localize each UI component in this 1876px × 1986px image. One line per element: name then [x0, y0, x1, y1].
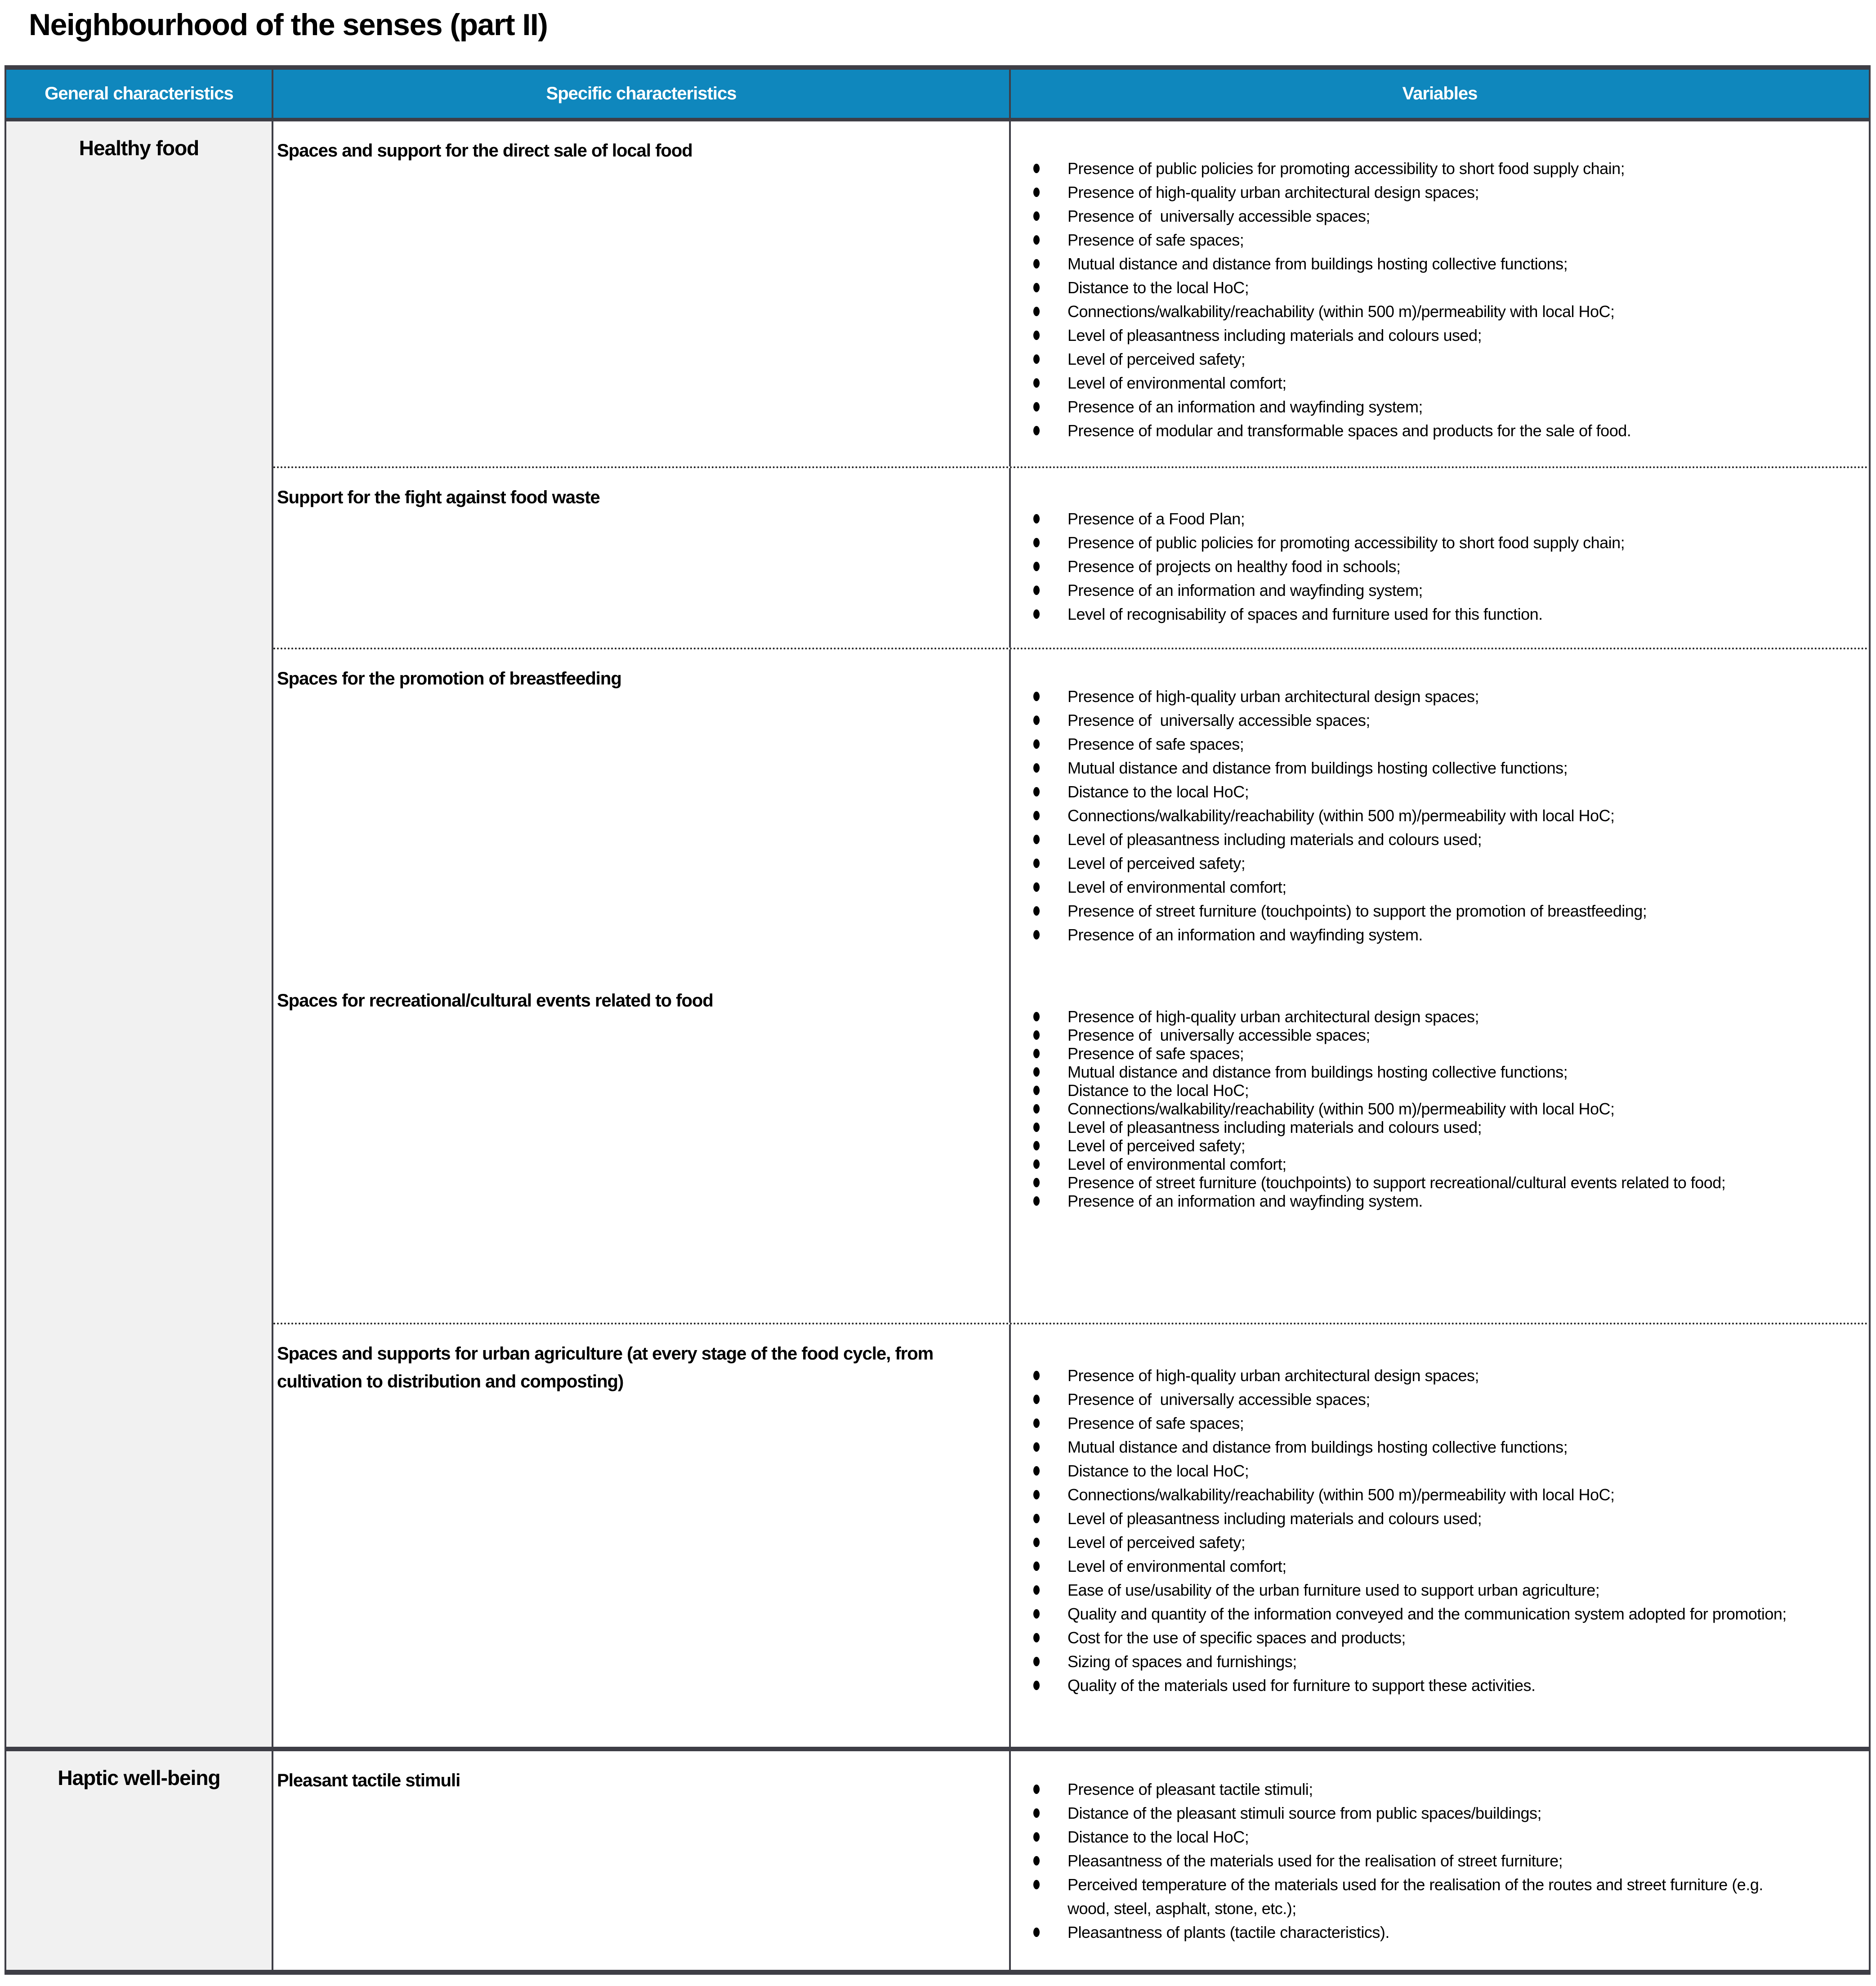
- variable-item: [1011, 899, 1800, 923]
- specific-characteristic-heading: Support for the fight against food waste: [277, 488, 600, 507]
- variable-item: [1011, 371, 1800, 395]
- variable-item: [1011, 923, 1800, 947]
- table-body: [6, 121, 1869, 1970]
- variable-text: Level of environmental comfort;: [1068, 878, 1286, 896]
- variable-item: [1011, 1435, 1800, 1459]
- variable-item: [1011, 875, 1800, 899]
- variables-cell: [1011, 468, 1869, 648]
- specific-characteristic-cell: [273, 468, 1011, 648]
- specific-characteristic-heading: Spaces for recreational/cultural events related to food: [277, 991, 713, 1011]
- bullet-icon: [1033, 1538, 1040, 1547]
- bullet-icon: [1033, 859, 1040, 868]
- variable-text: Quality and quantity of the information conveyed and the communication system adopted for promotion;: [1068, 1605, 1787, 1623]
- variable-text: Level of pleasantness including materials and colours used;: [1068, 326, 1482, 344]
- column-header-variables: Variables: [1402, 84, 1478, 103]
- variable-item: [1011, 395, 1800, 419]
- variable-item: [1011, 732, 1800, 756]
- specific-characteristic-heading: Spaces for the promotion of breastfeeding: [277, 669, 621, 689]
- variable-item: [1011, 828, 1800, 851]
- specific-characteristic-heading: Spaces and support for the direct sale of local food: [277, 141, 692, 161]
- specific-characteristic-cell: [273, 1751, 1011, 1970]
- variable-item: [1011, 684, 1800, 708]
- variable-text: Level of environmental comfort;: [1068, 1557, 1286, 1575]
- bullet-icon: [1033, 1633, 1040, 1642]
- variable-item: [1011, 531, 1800, 555]
- variable-text: Level of recognisability of spaces and furniture used for this function.: [1068, 605, 1543, 623]
- bullet-icon: [1033, 1123, 1040, 1132]
- general-characteristic-group: [6, 1751, 1869, 1970]
- variable-text: Level of perceived safety;: [1068, 854, 1246, 872]
- bullet-icon: [1033, 811, 1040, 820]
- variable-text: Presence of high-quality urban architectural design spaces;: [1068, 1366, 1479, 1385]
- bullet-icon: [1033, 1159, 1040, 1169]
- variable-text: Sizing of spaces and furnishings;: [1068, 1652, 1297, 1671]
- variable-item: [1011, 804, 1800, 828]
- variable-text: Distance to the local HoC;: [1068, 1462, 1249, 1480]
- variable-text: Presence of public policies for promoting accessibility to short food supply chain;: [1068, 159, 1625, 178]
- variable-text: Presence of a Food Plan;: [1068, 510, 1245, 528]
- variable-text: Presence of safe spaces;: [1068, 231, 1244, 249]
- bullet-icon: [1033, 354, 1040, 364]
- variable-item: [1011, 1626, 1800, 1650]
- bullet-icon: [1033, 1178, 1040, 1187]
- variable-text: Connections/walkability/reachability (within 500 m)/permeability with local HoC;: [1068, 806, 1615, 825]
- variable-item: [1011, 1118, 1800, 1136]
- bullet-icon: [1033, 1514, 1040, 1523]
- bullet-icon: [1033, 1657, 1040, 1666]
- bullet-icon: [1033, 1104, 1040, 1114]
- variable-text: Perceived temperature of the materials used for the realisation of the routes and street furniture (e.g. wood, steel, asphalt, stone, etc.);: [1068, 1875, 1768, 1918]
- variable-text: Distance to the local HoC;: [1068, 278, 1249, 297]
- specific-characteristic-heading: Pleasant tactile stimuli: [277, 1771, 460, 1790]
- specific-characteristic-cell: [273, 649, 1011, 971]
- variable-text: Mutual distance and distance from buildings hosting collective functions;: [1068, 1063, 1568, 1081]
- variables-cell: [1011, 1324, 1869, 1747]
- table-row: [273, 466, 1869, 648]
- bullet-icon: [1033, 930, 1040, 939]
- variable-text: Distance to the local HoC;: [1068, 1081, 1249, 1100]
- general-characteristic-group: [6, 121, 1869, 1747]
- variable-item: [1011, 1825, 1800, 1849]
- variables-cell: [1011, 649, 1869, 971]
- page-title: Neighbourhood of the senses (part II): [29, 8, 548, 42]
- variable-text: Level of pleasantness including materials and colours used;: [1068, 830, 1482, 849]
- group-divider: [6, 1747, 1869, 1751]
- variable-item: [1011, 1483, 1800, 1507]
- bullet-icon: [1033, 716, 1040, 725]
- variable-item: [1011, 204, 1800, 228]
- variable-item: [1011, 1673, 1800, 1697]
- bullet-icon: [1033, 1928, 1040, 1937]
- bullet-icon: [1033, 586, 1040, 595]
- variables-cell: [1011, 1751, 1869, 1970]
- bullet-icon: [1033, 514, 1040, 523]
- variable-item: [1011, 1801, 1800, 1825]
- variable-text: Level of pleasantness including materials and colours used;: [1068, 1509, 1482, 1528]
- variable-item: [1011, 1044, 1800, 1063]
- bullet-icon: [1033, 402, 1040, 412]
- variable-text: Quality of the materials used for furniture to support these activities.: [1068, 1676, 1536, 1695]
- variable-item: [1011, 1192, 1800, 1210]
- variable-item: [1011, 578, 1800, 602]
- bullet-icon: [1033, 1466, 1040, 1476]
- variable-item: [1011, 252, 1800, 276]
- bullet-icon: [1033, 835, 1040, 844]
- bullet-icon: [1033, 882, 1040, 892]
- variables-list: [1011, 1777, 1869, 1944]
- table-row: [273, 1751, 1869, 1970]
- variable-text: Presence of an information and wayfinding system.: [1068, 926, 1423, 944]
- bullet-icon: [1033, 188, 1040, 197]
- variables-cell: [1011, 121, 1869, 466]
- variables-list: [1011, 1007, 1869, 1210]
- variable-item: [1011, 780, 1800, 804]
- variable-item: [1011, 300, 1800, 323]
- table-header-row: [6, 70, 1869, 121]
- specific-characteristic-cell: [273, 1324, 1011, 1747]
- specific-characteristic-heading: Spaces and supports for urban agriculture (at every stage of the food cycle, from cultivation to distribution and composting): [277, 1344, 934, 1391]
- bullet-icon: [1033, 426, 1040, 435]
- variable-text: Presence of street furniture (touchpoints) to support recreational/cultural events related to food;: [1068, 1173, 1726, 1192]
- bullet-icon: [1033, 1141, 1040, 1150]
- variable-item: [1011, 419, 1800, 443]
- table-row: [273, 1323, 1869, 1747]
- variable-item: [1011, 1026, 1800, 1044]
- variable-text: Level of environmental comfort;: [1068, 1155, 1286, 1173]
- variable-item: [1011, 1411, 1800, 1435]
- variable-text: Mutual distance and distance from buildings hosting collective functions;: [1068, 1438, 1568, 1456]
- variable-item: [1011, 1873, 1800, 1920]
- specific-characteristic-cell: [273, 971, 1011, 1323]
- variable-text: Presence of pleasant tactile stimuli;: [1068, 1780, 1313, 1798]
- variable-item: [1011, 347, 1800, 371]
- bullet-icon: [1033, 1681, 1040, 1690]
- column-header-specific-characteristics: Specific characteristics: [273, 70, 1011, 118]
- bullet-icon: [1033, 1030, 1040, 1040]
- variable-text: Presence of an information and wayfinding system.: [1068, 1192, 1423, 1210]
- variable-item: [1011, 1387, 1800, 1411]
- variable-item: [1011, 1920, 1800, 1944]
- column-header-general-characteristics: General characteristics: [6, 70, 273, 118]
- variable-item: [1011, 276, 1800, 300]
- bullet-icon: [1033, 1880, 1040, 1889]
- variable-text: Level of perceived safety;: [1068, 1533, 1246, 1552]
- variable-text: Mutual distance and distance from buildings hosting collective functions;: [1068, 255, 1568, 273]
- variables-list: [1011, 157, 1869, 443]
- variable-text: Ease of use/usability of the urban furniture used to support urban agriculture;: [1068, 1581, 1600, 1599]
- variable-item: [1011, 708, 1800, 732]
- variable-text: Presence of high-quality urban architectural design spaces;: [1068, 183, 1479, 201]
- variable-item: [1011, 180, 1800, 204]
- variable-text: Presence of safe spaces;: [1068, 1044, 1244, 1063]
- sub-row-stack: [273, 1751, 1869, 1970]
- variable-item: [1011, 1063, 1800, 1081]
- bullet-icon: [1033, 1049, 1040, 1058]
- variable-item: [1011, 1100, 1800, 1118]
- bullet-icon: [1033, 1418, 1040, 1428]
- bullet-icon: [1033, 283, 1040, 292]
- bullet-icon: [1033, 1585, 1040, 1595]
- bullet-icon: [1033, 1490, 1040, 1499]
- variable-item: [1011, 756, 1800, 780]
- variable-item: [1011, 1849, 1800, 1873]
- variable-text: Distance of the pleasant stimuli source from public spaces/buildings;: [1068, 1804, 1542, 1822]
- bullet-icon: [1033, 211, 1040, 221]
- variable-item: [1011, 602, 1800, 626]
- general-characteristic-label: Haptic well-being: [6, 1751, 273, 1970]
- variable-item: [1011, 1530, 1800, 1554]
- variable-text: Presence of street furniture (touchpoints) to support the promotion of breastfeeding;: [1068, 902, 1647, 920]
- bullet-icon: [1033, 1395, 1040, 1404]
- variable-text: Level of environmental comfort;: [1068, 374, 1286, 392]
- variable-item: [1011, 1364, 1800, 1387]
- bullet-icon: [1033, 164, 1040, 173]
- variable-item: [1011, 1602, 1800, 1626]
- variable-item: [1011, 1007, 1800, 1026]
- variable-text: Level of perceived safety;: [1068, 350, 1246, 368]
- bullet-icon: [1033, 692, 1040, 701]
- variable-item: [1011, 1650, 1800, 1673]
- specific-characteristic-cell: [273, 121, 1011, 466]
- variable-text: Presence of high-quality urban architectural design spaces;: [1068, 1007, 1479, 1026]
- bullet-icon: [1033, 609, 1040, 619]
- variable-text: Cost for the use of specific spaces and products;: [1068, 1628, 1406, 1647]
- variables-list: [1011, 684, 1869, 947]
- bullet-icon: [1033, 562, 1040, 571]
- variable-text: Pleasantness of plants (tactile characteristics).: [1068, 1923, 1389, 1941]
- bullet-icon: [1033, 1067, 1040, 1077]
- variable-text: Presence of an information and wayfinding system;: [1068, 581, 1423, 599]
- bullet-icon: [1033, 378, 1040, 388]
- variable-item: [1011, 1155, 1800, 1173]
- bullet-icon: [1033, 763, 1040, 773]
- variable-item: [1011, 1136, 1800, 1155]
- bullet-icon: [1033, 787, 1040, 796]
- variables-cell: [1011, 971, 1869, 1323]
- bullet-icon: [1033, 739, 1040, 749]
- bullet-icon: [1033, 1808, 1040, 1818]
- table-row: [273, 121, 1869, 466]
- variable-text: Mutual distance and distance from buildings hosting collective functions;: [1068, 759, 1568, 777]
- bullet-icon: [1033, 906, 1040, 916]
- variables-list: [1011, 1364, 1869, 1697]
- variable-text: Connections/walkability/reachability (within 500 m)/permeability with local HoC;: [1068, 1485, 1615, 1504]
- table-row: [273, 648, 1869, 971]
- variable-text: Presence of safe spaces;: [1068, 1414, 1244, 1432]
- table-row: [273, 971, 1869, 1323]
- variable-item: [1011, 1578, 1800, 1602]
- variable-item: [1011, 1507, 1800, 1530]
- bullet-icon: [1033, 1371, 1040, 1380]
- variable-item: [1011, 1554, 1800, 1578]
- variable-text: Presence of public policies for promoting accessibility to short food supply chain;: [1068, 533, 1625, 552]
- variable-item: [1011, 555, 1800, 578]
- variable-text: Connections/walkability/reachability (within 500 m)/permeability with local HoC;: [1068, 302, 1615, 321]
- variable-item: [1011, 851, 1800, 875]
- bullet-icon: [1033, 259, 1040, 268]
- variables-list: [1011, 507, 1869, 626]
- variable-text: Pleasantness of the materials used for the realisation of street furniture;: [1068, 1852, 1563, 1870]
- variable-text: Connections/walkability/reachability (within 500 m)/permeability with local HoC;: [1068, 1100, 1615, 1118]
- bullet-icon: [1033, 1561, 1040, 1571]
- bullet-icon: [1033, 1785, 1040, 1794]
- bullet-icon: [1033, 1442, 1040, 1452]
- bullet-icon: [1033, 1012, 1040, 1021]
- variable-text: Presence of universally accessible spaces;: [1068, 1026, 1370, 1044]
- variable-text: Distance to the local HoC;: [1068, 783, 1249, 801]
- characteristics-table: [4, 65, 1871, 1975]
- bullet-icon: [1033, 1196, 1040, 1206]
- bullet-icon: [1033, 1856, 1040, 1865]
- variable-text: Level of pleasantness including materials and colours used;: [1068, 1118, 1482, 1136]
- variable-text: Presence of an information and wayfinding system;: [1068, 398, 1423, 416]
- variable-text: Presence of safe spaces;: [1068, 735, 1244, 753]
- bullet-icon: [1033, 1832, 1040, 1842]
- variable-text: Presence of projects on healthy food in schools;: [1068, 557, 1401, 576]
- variable-text: Presence of universally accessible spaces;: [1068, 207, 1370, 225]
- bullet-icon: [1033, 307, 1040, 316]
- variable-item: [1011, 323, 1800, 347]
- variable-item: [1011, 1459, 1800, 1483]
- variable-item: [1011, 1777, 1800, 1801]
- sub-row-stack: [273, 121, 1869, 1747]
- variable-item: [1011, 157, 1800, 180]
- general-characteristic-label: Healthy food: [6, 121, 273, 1747]
- bullet-icon: [1033, 1609, 1040, 1619]
- variable-text: Distance to the local HoC;: [1068, 1828, 1249, 1846]
- variable-text: Presence of high-quality urban architectural design spaces;: [1068, 687, 1479, 706]
- variable-item: [1011, 228, 1800, 252]
- variable-text: Presence of modular and transformable spaces and products for the sale of food.: [1068, 421, 1631, 440]
- variable-text: Level of perceived safety;: [1068, 1136, 1246, 1155]
- bullet-icon: [1033, 1086, 1040, 1095]
- variable-item: [1011, 1173, 1800, 1192]
- bullet-icon: [1033, 331, 1040, 340]
- bullet-icon: [1033, 235, 1040, 245]
- variable-text: Presence of universally accessible spaces;: [1068, 1390, 1370, 1409]
- variable-item: [1011, 507, 1800, 531]
- bullet-icon: [1033, 538, 1040, 547]
- variable-text: Presence of universally accessible spaces;: [1068, 711, 1370, 729]
- variable-item: [1011, 1081, 1800, 1100]
